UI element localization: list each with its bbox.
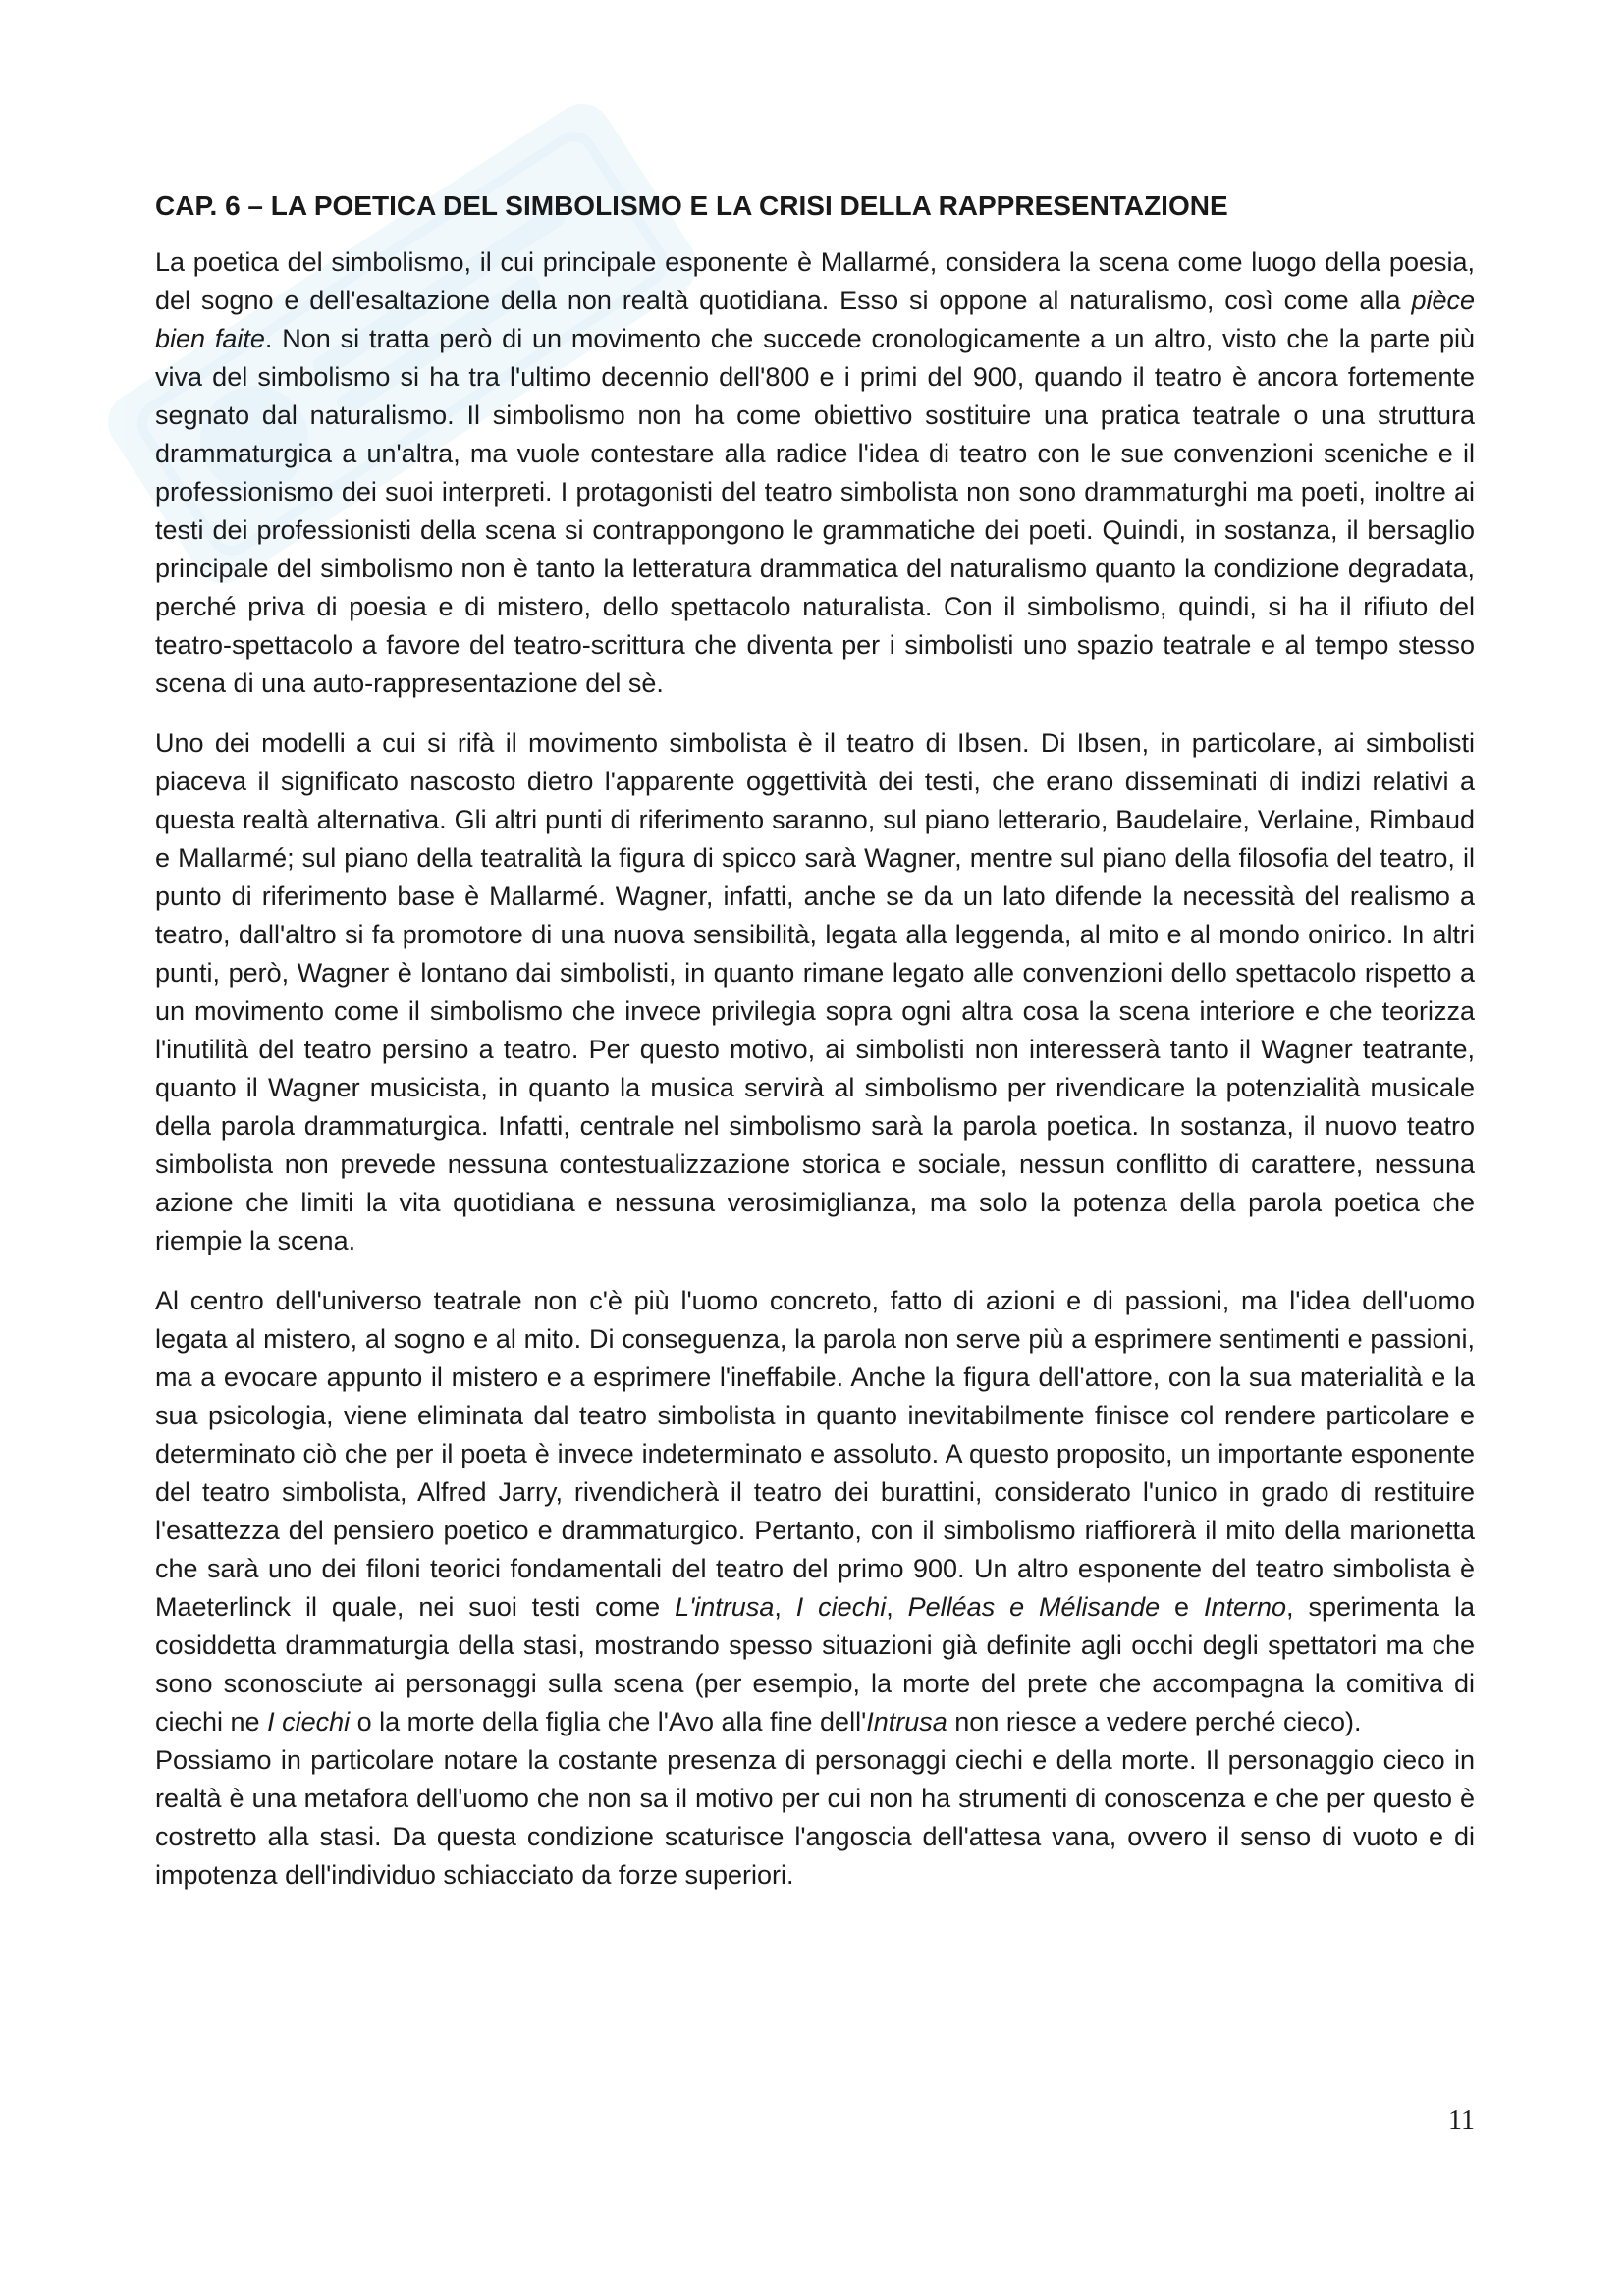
paragraph bbox=[155, 1282, 1475, 1741]
italic-title: I ciechi bbox=[795, 1592, 887, 1622]
italic-title: Interno bbox=[1203, 1592, 1287, 1622]
paragraph bbox=[155, 243, 1475, 703]
text-run: o la morte della figlia che l'Avo alla fine dell' bbox=[350, 1707, 867, 1736]
document-page bbox=[155, 177, 1475, 1916]
text-run: Al centro dell'universo teatrale non c'è più l'uomo concreto, fatto di azioni e di passioni, ma l'idea dell'uomo legata al mistero, al sogno e al mito. Di conseguenza, la parola non serve più a esprimere sentimenti e passioni, ma a evocare appunto il mistero e a esprimere l'ineffabile. Anche la figura dell'attore, con la sua materialità e la sua psicologia, viene eliminata dal teatro simbolista in quanto inevitabilmente finisce col rendere particolare e determinato ciò che per il poeta è invece indeterminato e assoluto. A questo proposito, un importante esponente del teatro simbolista, Alfred Jarry, rivendicherà il teatro dei burattini, considerato l'unico in grado di restituire l'esattezza del pensiero poetico e drammaturgico. Pertanto, con il simbolismo riaffiorerà il mito della marionetta che sarà uno dei filoni teorici fondamentali del teatro del primo 900. Un altro esponente del teatro simbolista è Maeterlinck il quale, nei suoi testi come bbox=[155, 1286, 1475, 1622]
page-number: 11 bbox=[1448, 2106, 1475, 2136]
text-run: non riesce a vedere perché cieco). bbox=[947, 1707, 1362, 1736]
chapter-title: CAP. 6 – LA POETICA DEL SIMBOLISMO E LA CRISI DELLA RAPPRESENTAZIONE bbox=[155, 190, 1228, 221]
italic-title: L'intrusa bbox=[675, 1592, 775, 1622]
italic-title: Pelléas e Mélisande bbox=[907, 1592, 1161, 1622]
paragraph bbox=[155, 1741, 1475, 1895]
text-run: La poetica del simbolismo, il cui principale esponente è Mallarmé, considera la scena come luogo della poesia, del sogno e dell'esaltazione della non realtà quotidiana. Esso si oppone al naturalismo, così come alla bbox=[155, 247, 1475, 315]
italic-title: I ciechi bbox=[267, 1707, 351, 1736]
text-run: , bbox=[886, 1592, 908, 1622]
text-run: . Non si tratta però di un movimento che succede cronologicamente a un altro, visto che la parte più viva del simbolismo si ha tra l'ultimo decennio dell'800 e i primi del 900, quando il teatro è ancora fortemente segnato dal naturalismo. Il simbolismo non ha come obiettivo sostituire una pratica teatrale o una struttura drammaturgica a un'altra, ma vuole contestare alla radice l'idea di teatro con le sue convenzioni sceniche e il professionismo dei suoi interpreti. I protagonisti del teatro simbolista non sono drammaturghi ma poeti, inoltre ai testi dei professionisti della scena si contrappongono le grammatiche dei poeti. Quindi, in sostanza, il bersaglio principale del simbolismo non è tanto la letteratura drammatica del naturalismo quanto la condizione degradata, perché priva di poesia e di mistero, dello spettacolo naturalista. Con il simbolismo, quindi, si ha il rifiuto del teatro-spettacolo a favore del teatro-scrittura che diventa per i simbolisti uno spazio teatrale e al tempo stesso scena di una auto-rappresentazione del sè. bbox=[155, 324, 1475, 698]
text-run: , bbox=[774, 1592, 796, 1622]
text-run: , sperimenta la cosiddetta drammaturgia della stasi, mostrando spesso situazioni già definite agli occhi degli spettatori ma che sono sconosciute ai personaggi sulla scena (per esempio, la morte del prete che accompagna la comitiva di ciechi ne bbox=[155, 1592, 1475, 1736]
body-text bbox=[155, 243, 1475, 1895]
text-run: Possiamo in particolare notare la costante presenza di personaggi ciechi e della morte. Il personaggio cieco in realtà è una metafora dell'uomo che non sa il motivo per cui non ha strumenti di conoscenza e che per questo è costretto alla stasi. Da questa condizione scaturisce l'angoscia dell'attesa vana, ovvero il senso di vuoto e di impotenza dell'individuo schiacciato da forze superiori. bbox=[155, 1745, 1475, 1890]
paragraph bbox=[155, 724, 1475, 1260]
italic-title: pièce bien faite bbox=[155, 286, 1475, 353]
text-run: Uno dei modelli a cui si rifà il movimento simbolista è il teatro di Ibsen. Di Ibsen, in particolare, ai simbolisti piaceva il significato nascosto dietro l'apparente oggettività dei testi, che erano disseminati di indizi relativi a questa realtà alternativa. Gli altri punti di riferimento saranno, sul piano letterario, Baudelaire, Verlaine, Rimbaud e Mallarmé; sul piano della teatralità la figura di spicco sarà Wagner, mentre sul piano della filosofia del teatro, il punto di riferimento base è Mallarmé. Wagner, infatti, anche se da un lato difende la necessità del realismo a teatro, dall'altro si fa promotore di una nuova sensibilità, legata alla leggenda, al mito e al mondo onirico. In altri punti, però, Wagner è lontano dai simbolisti, in quanto rimane legato alle convenzioni dello spettacolo rispetto a un movimento come il simbolismo che invece privilegia sopra ogni altra cosa la scena interiore e che teorizza l'inutilità del teatro persino a teatro. Per questo motivo, ai simbolisti non interesserà tanto il Wagner teatrante, quanto il Wagner musicista, in quanto la musica servirà al simbolismo per rivendicare la potenzialità musicale della parola drammaturgica. Infatti, centrale nel simbolismo sarà la parola poetica. In sostanza, il nuovo teatro simbolista non prevede nessuna contestualizzazione storica e sociale, nessun conflitto di carattere, nessuna azione che limiti la vita quotidiana e nessuna verosimiglianza, ma solo la potenza della parola poetica che riempie la scena. bbox=[155, 728, 1475, 1255]
text-run: e bbox=[1160, 1592, 1204, 1622]
italic-title: Intrusa bbox=[866, 1707, 947, 1736]
